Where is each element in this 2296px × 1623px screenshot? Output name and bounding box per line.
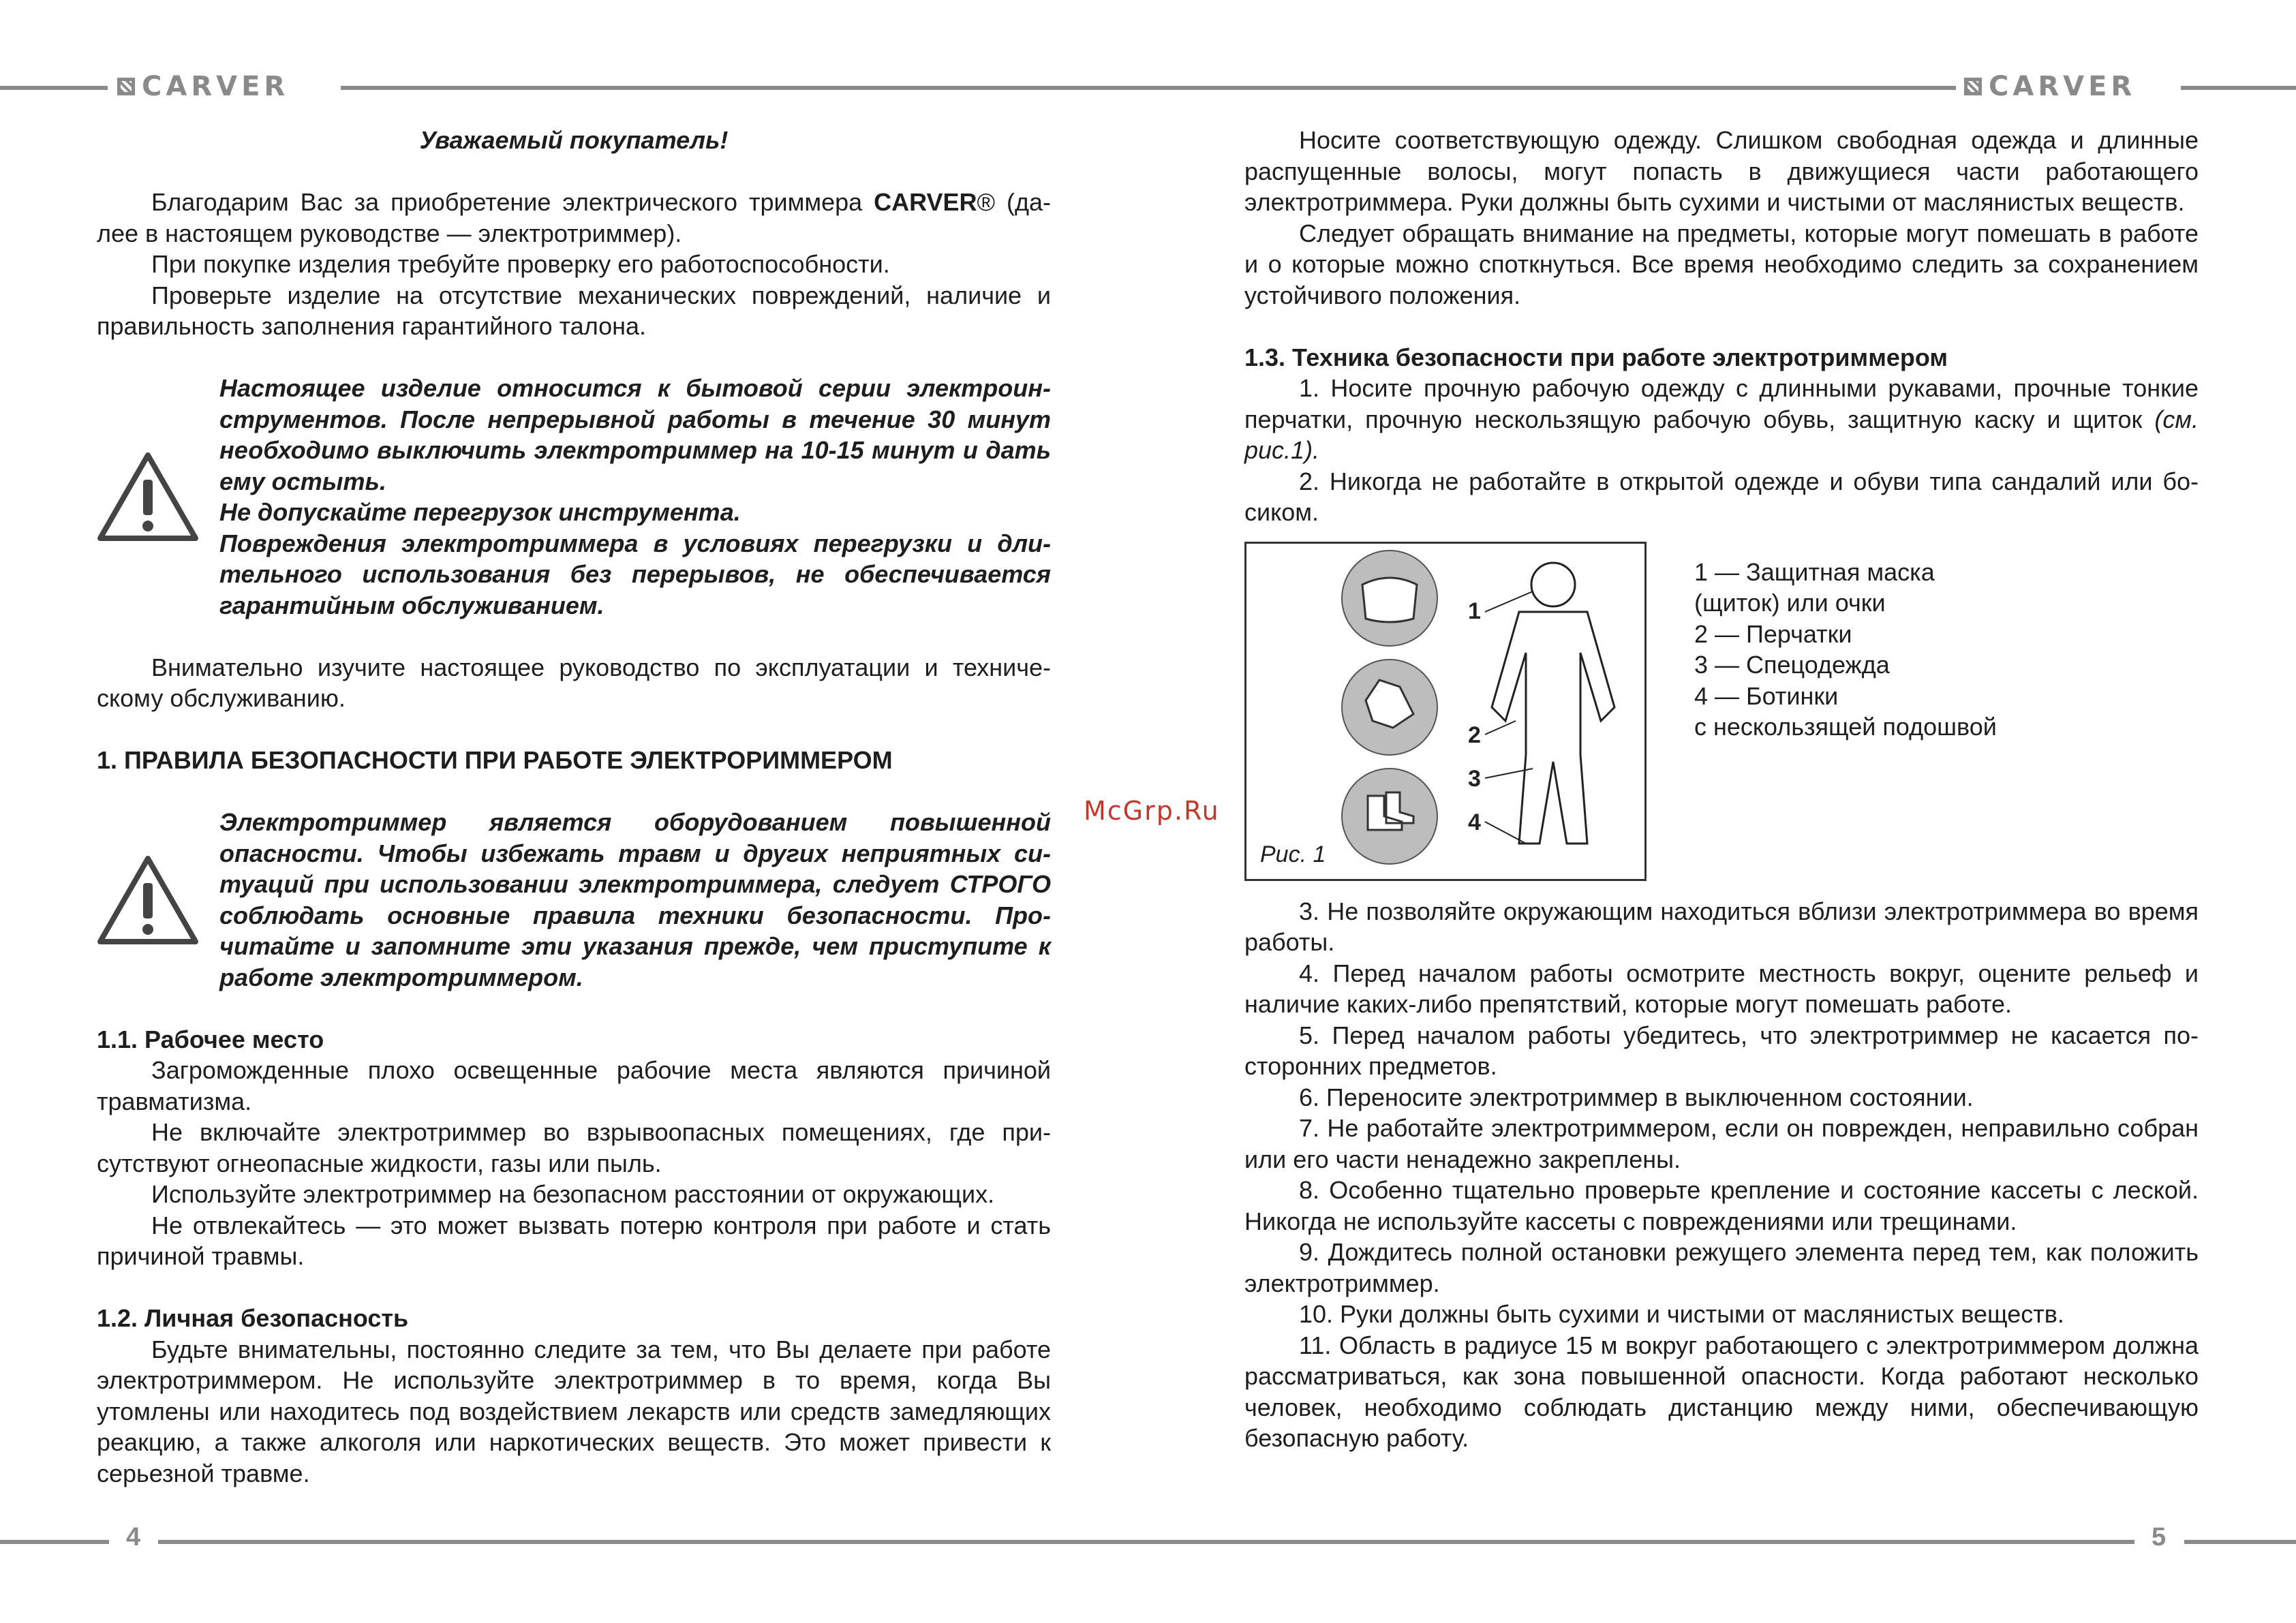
- figure-label-1: 1: [1468, 598, 1481, 624]
- warning-1-paragraph-a: Настоящее изделие относится к бытовой серии электроинструментов. После непрерывной работы в течение 30 минут необходимо выключить электротриммер на 10-15 минут и дать ему остыть.: [219, 374, 1051, 495]
- legend-line: (щиток) или очки: [1694, 589, 1886, 617]
- footer-rule-left: [0, 1540, 109, 1544]
- warning-text-2: [219, 807, 1051, 993]
- header-rule-left-1: [0, 86, 108, 90]
- watermark: McGrp.Ru: [1084, 796, 1220, 826]
- intro-text-rest: ® (далее в настоящем руководстве — электротриммер).: [97, 188, 1051, 247]
- footer-rule-middle: [158, 1540, 2134, 1544]
- greeting-title: Уважаемый покупатель!: [419, 126, 729, 154]
- rule-8: 8. Особенно тщательно проверьте крепление и состояние кассеты с леской. Никогда не используйте кассеты с повреждениями или трещинами.: [1244, 1176, 2199, 1235]
- figure-caption: Рис. 1: [1260, 841, 1326, 867]
- worker-head: [1531, 563, 1575, 606]
- section-1-heading: 1. ПРАВИЛА БЕЗОПАСНОСТИ ПРИ РАБОТЕ ЭЛЕКТРОРИММЕРОМ: [97, 746, 893, 774]
- figure-label-2: 2: [1468, 722, 1481, 748]
- legend-line: 3 — Спецодежда: [1694, 651, 1890, 679]
- s11-paragraph-4: Не отвлекайтесь — это может вызвать потерю контроля при работе и стать причиной травмы.: [97, 1211, 1051, 1270]
- rule-7: 7. Не работайте электротриммером, если он поврежден, неправильно собран или его части ненадежно закреплены.: [1244, 1114, 2199, 1173]
- study-paragraph: Внимательно изучите настоящее руководство по эксплуатации и техническому обслуживанию.: [97, 653, 1051, 712]
- intro-paragraph-1: [97, 187, 1051, 249]
- obstacles-paragraph: Следует обращать внимание на предметы, которые могут помешать в работе и о которые можно споткнуться. Все время необходимо следить за сохранением устойчивого положения.: [1244, 219, 2199, 309]
- figure-legend: [1694, 542, 1997, 881]
- rule-1: [1244, 373, 2199, 466]
- left-page: [97, 125, 1051, 1489]
- section-1-1-heading: 1.1. Рабочее место: [97, 1025, 324, 1053]
- right-page: [1244, 125, 2199, 1454]
- rule-3: 3. Не позволяйте окружающим находиться вблизи электротриммера во время работы.: [1244, 897, 2199, 956]
- clothing-paragraph: Носите соответствующую одежду. Слишком свободная одежда и длинные распущенные волосы, могут попасть в движущиеся части работающего электротриммера. Руки должны быть сухими и чистыми от маслянистых веществ.: [1244, 126, 2199, 216]
- protective-gear-illustration: [1246, 544, 1644, 879]
- legend-line: 2 — Перчатки: [1694, 619, 1852, 648]
- s12-paragraph-1: Будьте внимательны, постоянно следите за тем, что Вы делаете при работе электротриммером. Не используйте электротриммер в то время, когда Вы утомлены или находитесь под воздействием лекарств или средств замедляющих реакцию, а также алкоголя или наркотических веществ. Это может привести к серьезной травме.: [97, 1335, 1051, 1487]
- warning-triangle-icon: [97, 807, 219, 993]
- warning-1-paragraph-b: Не допускайте перегрузок инструмента.: [219, 498, 741, 526]
- intro-paragraph-2: При покупке изделия требуйте проверку его работоспособности.: [151, 250, 890, 278]
- rule-1-text: 1. Носите прочную рабочую одежду с длинными рукавами, прочные тонкие перчатки, прочную нескользящую рабочую обувь, защитную каску и щиток: [1244, 374, 2199, 433]
- rule-9: 9. Дождитесь полной остановки режущего элемента перед тем, как положить электротриммер.: [1244, 1238, 2199, 1297]
- rule-10: 10. Руки должны быть сухими и чистыми от маслянистых веществ.: [1299, 1300, 2064, 1328]
- s11-paragraph-2: Не включайте электротриммер во взрывоопасных помещениях, где присутствуют огнеопасные жидкости, газы или пыль.: [97, 1118, 1051, 1177]
- section-1-3-heading: 1.3. Техника безопасности при работе электротриммером: [1244, 343, 1948, 371]
- worker-body: [1492, 612, 1614, 844]
- brand-mark-icon: [1964, 78, 1982, 95]
- rule-6: 6. Переносите электротриммер в выключенном состоянии.: [1299, 1083, 1974, 1111]
- brand-logo-right: [1964, 70, 2136, 103]
- warning-2-paragraph: Электротриммер является оборудованием повышенной опасности. Чтобы избежать травм и других неприятных ситуаций при использовании электротриммера, следует СТРОГО соблюдать основные правила техники безопасности. Прочитайте и запомните эти указания прежде, чем приступите к работе электротриммером.: [219, 808, 1051, 991]
- section-1-2-heading: 1.2. Личная безопасность: [97, 1304, 409, 1332]
- figure-label-3: 3: [1468, 765, 1481, 792]
- header-rule-right: [2181, 86, 2296, 90]
- figure-1-row: [1244, 542, 2199, 881]
- legend-line: с нескользящей подошвой: [1694, 713, 1997, 741]
- intro-paragraph-3: Проверьте изделие на отсутствие механических повреждений, наличие и правильность заполнения гарантийного талона.: [97, 281, 1051, 340]
- brand-mark-icon: [117, 78, 135, 95]
- warning-block-2: [97, 807, 1051, 993]
- rule-11: 11. Область в радиусе 15 м вокруг работающего с электротриммером должна рассматриваться, как зона повышенной опасности. Когда работают несколько человек, необходимо соблюдать дистанцию между ними, обеспечивающую безопасную работу.: [1244, 1331, 2199, 1452]
- rule-5: 5. Перед началом работы убедитесь, что электротриммер не касается посторонних предметов.: [1244, 1021, 2199, 1080]
- page-number-right: 5: [2152, 1523, 2167, 1551]
- s11-paragraph-3: Используйте электротриммер на безопасном расстоянии от окружающих.: [151, 1180, 995, 1208]
- footer-rule-right: [2184, 1540, 2296, 1544]
- header-rule-left-2: [341, 86, 1956, 90]
- brand-name: CARVER: [874, 188, 977, 216]
- figure-label-4: 4: [1468, 809, 1481, 835]
- brand-logo-text: CARVER: [142, 71, 290, 102]
- warning-1-paragraph-c: Повреждения электротриммера в условиях перегрузки и длительного использования без перерывов, не обеспечивается гарантийным обслуживанием.: [219, 529, 1051, 619]
- rule-2: 2. Никогда не работайте в открытой одежде и обуви типа сандалий или босиком.: [1244, 467, 2199, 526]
- intro-text: Благодарим Вас за приобретение электрического триммера: [151, 188, 874, 216]
- brand-logo-text: CARVER: [1989, 71, 2137, 102]
- warning-triangle-icon: [97, 373, 219, 621]
- legend-line: 4 — Ботинки: [1694, 681, 1839, 710]
- page-number-left: 4: [126, 1523, 141, 1551]
- warning-block-1: [97, 373, 1051, 621]
- warning-text-1: [219, 373, 1051, 621]
- rule-4: 4. Перед началом работы осмотрите местность вокруг, оцените рельеф и наличие каких-либо препятствий, которые могут помешать работе.: [1244, 959, 2199, 1018]
- figure-reference: (см. рис.1).: [1244, 405, 2199, 464]
- figure-1: [1244, 542, 1647, 881]
- legend-line: 1 — Защитная маска: [1694, 557, 1935, 586]
- s11-paragraph-1: Загроможденные плохо освещенные рабочие места являются причиной травматизма.: [97, 1056, 1051, 1115]
- brand-logo-left: [117, 70, 289, 103]
- face-shield-icon: [1362, 578, 1417, 622]
